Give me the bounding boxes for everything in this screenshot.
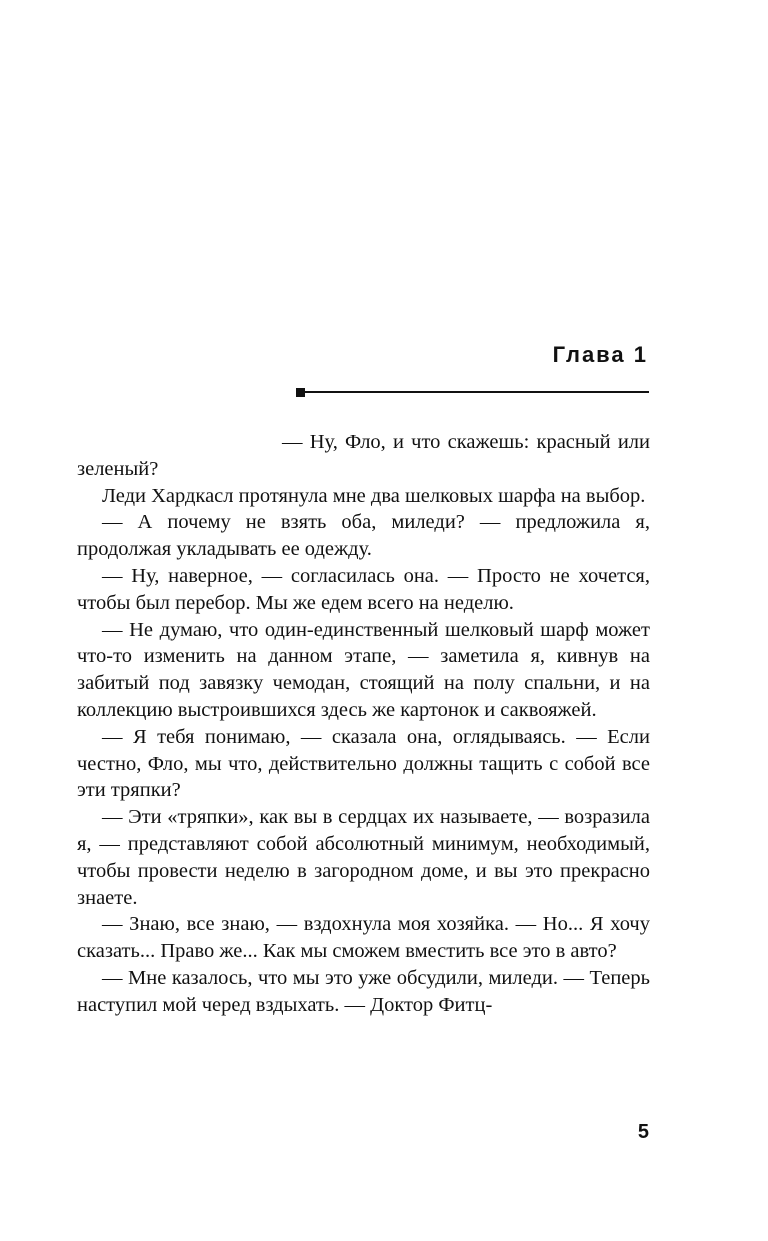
chapter-title: Глава 1: [552, 342, 648, 367]
divider-line: [305, 391, 649, 393]
page-number: 5: [637, 1121, 649, 1143]
paragraph-7: — Эти «тряпки», как вы в сердцах их называете, — возразила я, — представляют собой абсолютный минимум, необходимый, чтобы провести неделю в загородном доме, и вы это прекрасно знаете.: [77, 806, 650, 909]
paragraph-8: — Знаю, все знаю, — вздохнула моя хозяйка. — Но... Я хочу сказать... Право же... Как мы сможем вместить все это в авто?: [77, 913, 650, 963]
paragraph-6: — Я тебя понимаю, — сказала она, оглядываясь. — Если честно, Фло, мы что, действительно должны тащить с собой все эти тряпки?: [77, 725, 650, 802]
chapter-divider: [296, 388, 649, 398]
paragraph-1: — Ну, Фло, и что скажешь: красный или зеленый?: [77, 431, 650, 480]
divider-square: [296, 388, 305, 397]
paragraph-9: — Мне казалось, что мы это уже обсудили, миледи. — Теперь наступил мой черед вздыхать. — Доктор Фитц-: [77, 966, 650, 1016]
paragraph-3: — А почему не взять оба, миледи? — предложила я, продолжая укладывать ее одежду.: [77, 511, 650, 561]
paragraph-2: Леди Хардкасл протянула мне два шелковых шарфа на выбор.: [102, 484, 646, 507]
paragraph-5: — Не думаю, что один-единственный шелковый шарф может что-то изменить на данном этапе, — заметила я, кивнув на забитый под завязку чемодан, стоящий на полу спальни, и на коллекцию выстроившихся здесь же картонок и саквояжей.: [77, 618, 650, 721]
body-text: [77, 429, 650, 1019]
paragraph-4: — Ну, наверное, — согласилась она. — Просто не хочется, чтобы был перебор. Мы же едем всего на неделю.: [77, 564, 650, 614]
